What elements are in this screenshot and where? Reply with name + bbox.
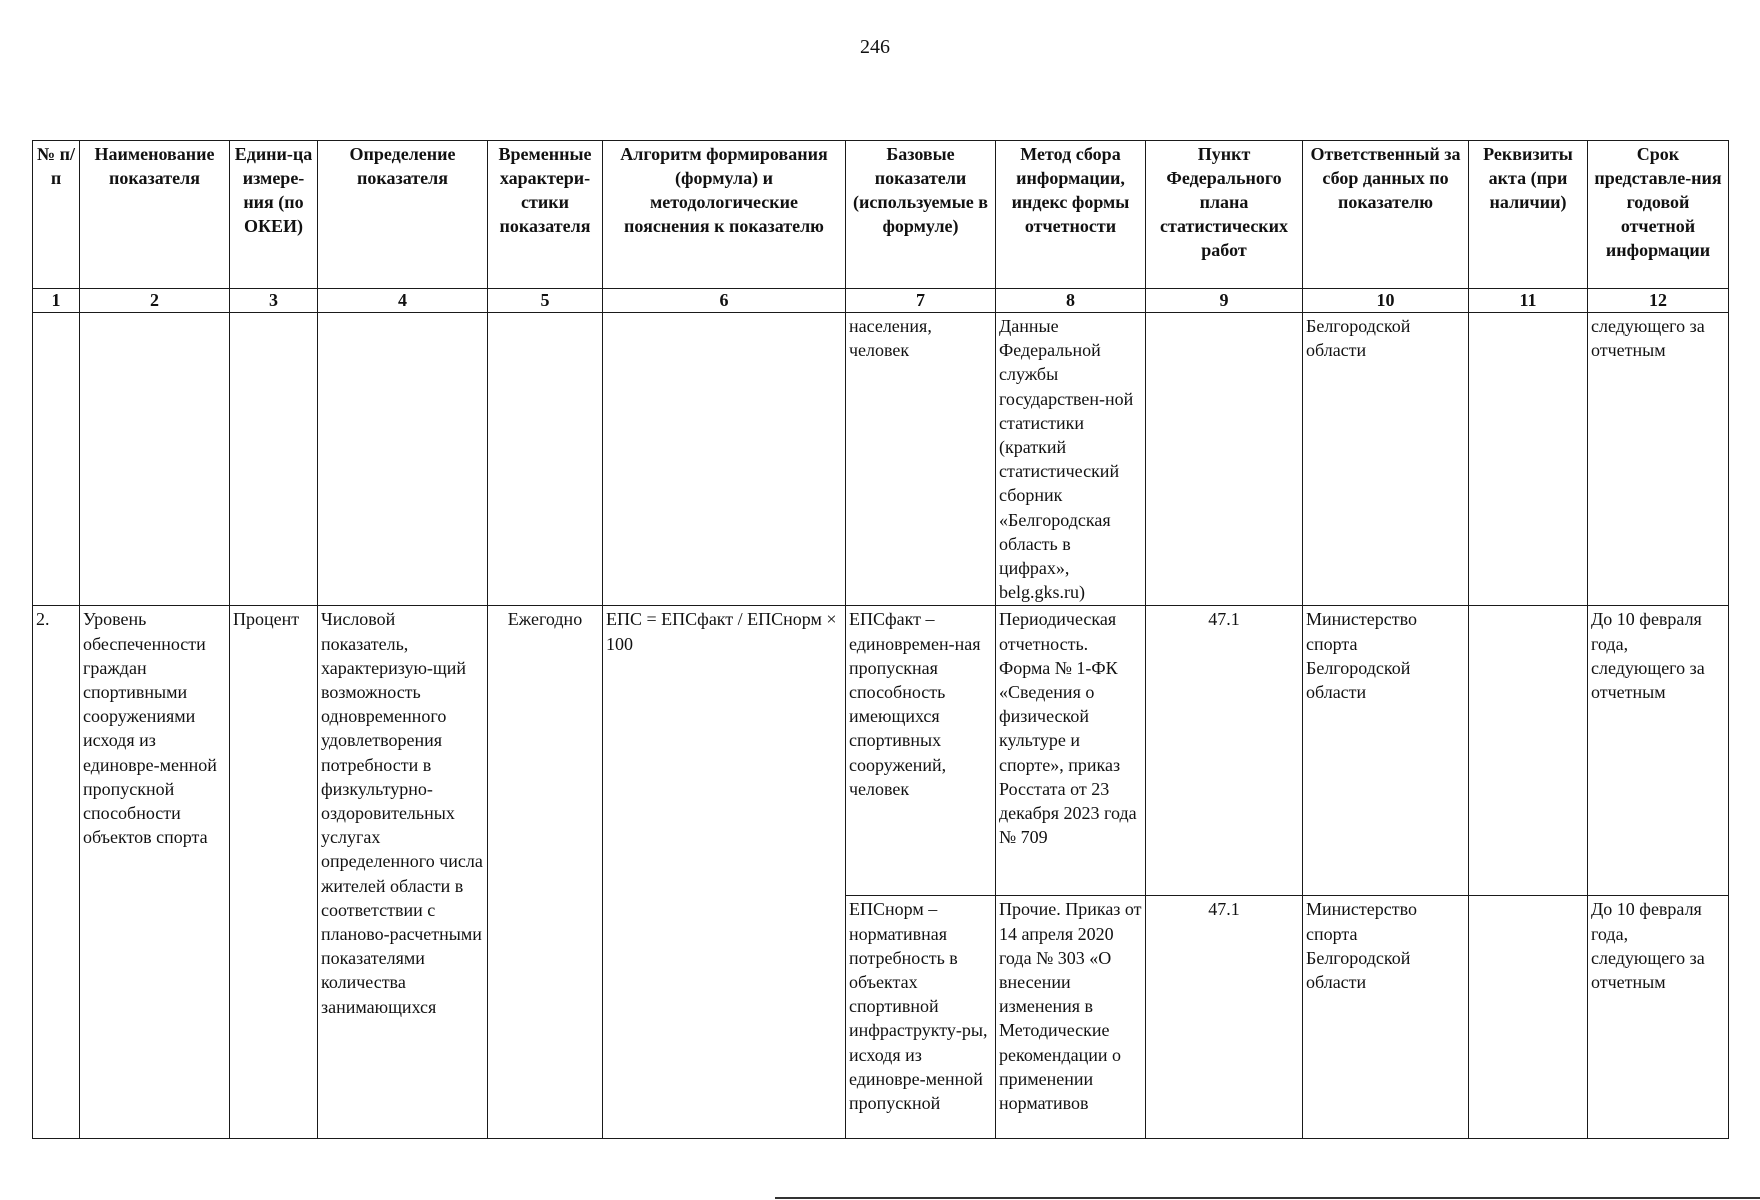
column-number: 12 bbox=[1588, 289, 1729, 313]
table-row bbox=[33, 313, 1729, 606]
responsible-cell: Белгородской области bbox=[1303, 313, 1469, 606]
empty-cell bbox=[488, 313, 603, 606]
indicator-name-cell: Уровень обеспеченности граждан спортивными сооружениями исходя из единовре-менной пропускной способности объектов спорта bbox=[80, 606, 230, 1139]
method-cell: Данные Федеральной службы государствен-ной статистики (краткий статистический сборник «Белгородская область в цифрах», belg.gks.ru) bbox=[996, 313, 1146, 606]
empty-cell bbox=[230, 313, 318, 606]
deadline-cell: До 10 февраля года, следующего за отчетным bbox=[1588, 896, 1729, 1139]
column-number: 4 bbox=[318, 289, 488, 313]
header-cell: Метод сбора информации, индекс формы отчетности bbox=[996, 141, 1146, 289]
empty-cell bbox=[318, 313, 488, 606]
empty-cell bbox=[1146, 313, 1303, 606]
column-number-row bbox=[33, 289, 1729, 313]
header-cell: Срок представле-ния годовой отчетной информации bbox=[1588, 141, 1729, 289]
base-indicator-cell: ЕПСфакт – единовремен-ная пропускная способность имеющихся спортивных сооружений, человек bbox=[846, 606, 996, 896]
method-cell: Прочие. Приказ от 14 апреля 2020 года № 303 «О внесении изменения в Методические рекомендации о применении нормативов bbox=[996, 896, 1146, 1139]
column-number: 9 bbox=[1146, 289, 1303, 313]
column-number: 7 bbox=[846, 289, 996, 313]
column-number: 8 bbox=[996, 289, 1146, 313]
column-number: 5 bbox=[488, 289, 603, 313]
page-number: 246 bbox=[860, 36, 890, 58]
formula-cell: ЕПС = ЕПСфакт / ЕПСнорм × 100 bbox=[603, 606, 846, 1139]
method-cell: Периодическая отчетность. Форма № 1-ФК «Сведения о физической культуре и спорте», приказ Росстата от 23 декабря 2023 года № 709 bbox=[996, 606, 1146, 896]
plan-item-cell: 47.1 bbox=[1146, 896, 1303, 1139]
header-cell: Базовые показатели (используемые в формуле) bbox=[846, 141, 996, 289]
header-cell: Пункт Федерального плана статистических работ bbox=[1146, 141, 1303, 289]
header-cell: Едини-ца измере-ния (по ОКЕИ) bbox=[230, 141, 318, 289]
act-cell bbox=[1469, 896, 1588, 1139]
indicator-table bbox=[32, 140, 1729, 1139]
base-indicator-cell: ЕПСнорм – нормативная потребность в объектах спортивной инфраструкту-ры, исходя из единовре-менной пропускной bbox=[846, 896, 996, 1139]
responsible-cell: Министерство спорта Белгородской области bbox=[1303, 896, 1469, 1139]
column-number: 6 bbox=[603, 289, 846, 313]
header-cell: № п/п bbox=[33, 141, 80, 289]
column-number: 3 bbox=[230, 289, 318, 313]
header-cell: Определение показателя bbox=[318, 141, 488, 289]
empty-cell bbox=[80, 313, 230, 606]
unit-cell: Процент bbox=[230, 606, 318, 1139]
empty-cell bbox=[1469, 313, 1588, 606]
header-cell: Ответственный за сбор данных по показателю bbox=[1303, 141, 1469, 289]
definition-cell: Числовой показатель, характеризую-щий возможность одновременного удовлетворения потребности в физкультурно-оздоровительных услугах определенного числа жителей области в соответствии с планово-расчетными показателями количества занимающихся bbox=[318, 606, 488, 1139]
column-number: 2 bbox=[80, 289, 230, 313]
header-cell: Алгоритм формирования (формула) и методологические пояснения к показателю bbox=[603, 141, 846, 289]
base-indicator-cell: населения, человек bbox=[846, 313, 996, 606]
table-row bbox=[33, 606, 1729, 896]
column-number: 11 bbox=[1469, 289, 1588, 313]
deadline-cell: следующего за отчетным bbox=[1588, 313, 1729, 606]
header-cell: Временные характери-стики показателя bbox=[488, 141, 603, 289]
time-cell: Ежегодно bbox=[488, 606, 603, 1139]
deadline-cell: До 10 февраля года, следующего за отчетным bbox=[1588, 606, 1729, 896]
header-cell: Наименование показателя bbox=[80, 141, 230, 289]
empty-cell bbox=[603, 313, 846, 606]
responsible-cell: Министерство спорта Белгородской области bbox=[1303, 606, 1469, 896]
column-number: 1 bbox=[33, 289, 80, 313]
act-cell bbox=[1469, 606, 1588, 896]
plan-item-cell: 47.1 bbox=[1146, 606, 1303, 896]
row-number-cell: 2. bbox=[33, 606, 80, 1139]
header-cell: Реквизиты акта (при наличии) bbox=[1469, 141, 1588, 289]
bottom-rule bbox=[775, 1197, 1760, 1199]
header-row bbox=[33, 141, 1729, 289]
empty-cell bbox=[33, 313, 80, 606]
column-number: 10 bbox=[1303, 289, 1469, 313]
